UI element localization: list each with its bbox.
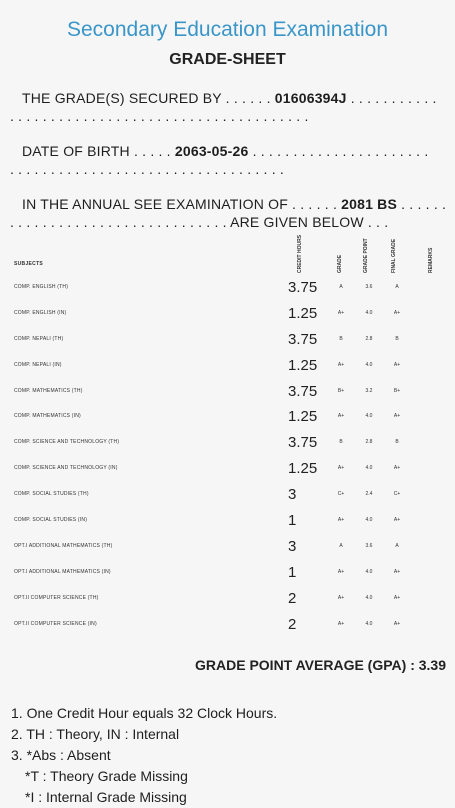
grade-point-cell: 2.8	[365, 439, 373, 446]
grade-point-cell: 2.8	[365, 335, 373, 342]
table-row	[0, 404, 455, 430]
grade-cell: A+	[337, 465, 345, 472]
secured-by-continuation: . . . . . . . . . . . . . . . . . . . . . . . . . . . . . . . . . . . . .	[10, 108, 309, 124]
final-grade-header: FINAL GRADE	[391, 238, 397, 273]
credit-hours-header: CREDIT HOURS	[297, 234, 303, 273]
grade-point-cell: 4.0	[365, 309, 373, 316]
table-row	[0, 430, 455, 456]
final-grade-cell: A+	[393, 361, 401, 368]
exam-prefix: IN THE ANNUAL SEE EXAMINATION OF . . . . . .	[22, 196, 338, 212]
symbol-number: 01606394J	[274, 90, 347, 106]
table-row	[0, 534, 455, 560]
table-row	[0, 508, 455, 534]
exam-suffix: . . . . . .	[401, 196, 447, 212]
final-grade-cell: A+	[393, 309, 401, 316]
credit-hours-cell: 3.75	[288, 279, 318, 296]
credit-hours-cell: 1.25	[288, 356, 318, 374]
final-grade-cell: A+	[393, 594, 401, 601]
subject-cell: COMP. MATHEMATICS (TH)	[14, 387, 83, 394]
subject-cell: COMP. MATHEMATICS (IN)	[14, 413, 81, 420]
note-item: 1. One Credit Hour equals 32 Clock Hours.	[11, 705, 278, 721]
grade-point-cell: 4.0	[365, 594, 373, 601]
grade-cell: C+	[337, 491, 345, 498]
grade-point-cell: 4.0	[365, 413, 373, 420]
table-row	[0, 612, 455, 638]
secured-by-statement	[10, 89, 450, 125]
table-row	[0, 560, 455, 586]
note-item: 2. TH : Theory, IN : Internal	[11, 726, 180, 742]
gpa-value: 3.39	[418, 657, 446, 673]
dob-continuation: . . . . . . . . . . . . . . . . . . . . . . . . . . . . . . . . . .	[10, 161, 285, 177]
final-grade-cell: A+	[393, 413, 401, 420]
grade-point-cell: 4.0	[365, 568, 373, 575]
subject-cell: COMP. NEPALI (TH)	[14, 335, 64, 342]
dob-suffix: . . . . . . . . . . . . . . . . . . . . . .	[252, 143, 429, 159]
grade-cell: A+	[337, 413, 345, 420]
table-row	[0, 379, 455, 405]
final-grade-cell: A+	[393, 620, 401, 627]
subject-cell: COMP. ENGLISH (IN)	[14, 309, 67, 316]
grade-point-cell: 4.0	[365, 361, 373, 368]
subject-cell: COMP. NEPALI (IN)	[14, 361, 62, 368]
dob-prefix: DATE OF BIRTH . . . . .	[22, 143, 171, 159]
grade-cell: A	[339, 542, 343, 549]
final-grade-cell: A+	[393, 465, 401, 472]
grade-sheet-heading: GRADE-SHEET	[169, 51, 286, 68]
subject-cell: COMP. SCIENCE AND TECHNOLOGY (IN)	[14, 465, 118, 472]
credit-hours-cell: 1.25	[288, 408, 318, 426]
credit-hours-cell: 3.75	[288, 434, 318, 452]
subject-cell: COMP. SOCIAL STUDIES (TH)	[14, 491, 89, 498]
grade-cell: B	[339, 439, 343, 446]
table-row	[0, 301, 455, 327]
credit-hours-cell: 3.75	[288, 382, 318, 400]
final-grade-cell: B	[395, 335, 399, 342]
exam-year: 2081 BS	[341, 196, 398, 212]
subject-cell: OPT.I ADDITIONAL MATHEMATICS (TH)	[14, 542, 113, 549]
credit-hours-cell: 1	[288, 512, 297, 530]
credit-hours-cell: 1.25	[288, 304, 318, 322]
table-header	[0, 234, 455, 279]
subject-cell: COMP. ENGLISH (TH)	[14, 284, 69, 290]
subject-cell: OPT.II COMPUTER SCIENCE (TH)	[14, 594, 99, 601]
credit-hours-cell: 3	[288, 486, 297, 504]
grade-cell: A+	[337, 568, 345, 575]
page-title: Secondary Education Examination	[66, 18, 389, 41]
final-grade-cell: C+	[393, 491, 401, 498]
grade-point-cell: 4.0	[365, 620, 373, 627]
gpa-line	[195, 657, 446, 673]
grade-cell: B	[339, 335, 343, 342]
subjects-header: SUBJECTS	[14, 261, 44, 267]
credit-hours-cell: 1.25	[288, 460, 318, 478]
note-item: 3. *Abs : Absent	[11, 747, 111, 763]
grade-point-cell: 3.6	[365, 542, 373, 549]
subject-cell: COMP. SOCIAL STUDIES (IN)	[14, 517, 88, 524]
notes-list	[11, 703, 451, 808]
grade-cell: A+	[337, 361, 345, 368]
subject-cell: OPT.I ADDITIONAL MATHEMATICS (IN)	[14, 568, 111, 575]
secured-by-suffix: . . . . . . . . . . .	[350, 90, 437, 106]
grade-point-cell: 2.4	[365, 491, 373, 498]
credit-hours-cell: 1	[288, 563, 297, 581]
subject-cell: COMP. SCIENCE AND TECHNOLOGY (TH)	[14, 439, 120, 446]
table-row	[0, 327, 455, 353]
grade-cell: A+	[337, 594, 345, 601]
final-grade-cell: A	[395, 284, 399, 290]
remarks-header: REMARKS	[428, 247, 434, 273]
table-row	[0, 586, 455, 612]
secured-by-prefix: THE GRADE(S) SECURED BY . . . . . .	[22, 90, 271, 106]
final-grade-cell: A	[395, 542, 399, 549]
subject-cell: OPT.II COMPUTER SCIENCE (IN)	[14, 620, 97, 627]
exam-statement	[10, 195, 450, 231]
table-row	[0, 456, 455, 482]
grade-cell: A	[339, 284, 343, 290]
grade-point-header: GRADE POINT	[363, 238, 369, 273]
gpa-label: GRADE POINT AVERAGE (GPA) :	[195, 657, 415, 673]
credit-hours-cell: 3.75	[288, 330, 318, 348]
grades-table-body	[0, 275, 455, 637]
date-of-birth: 2063-05-26	[174, 143, 249, 159]
credit-hours-cell: 2	[288, 615, 297, 633]
grade-cell: A+	[337, 620, 345, 627]
grade-cell: A+	[337, 517, 345, 524]
grade-point-cell: 3.2	[365, 387, 373, 394]
grade-cell: B+	[337, 387, 345, 394]
grade-point-cell: 4.0	[365, 517, 373, 524]
table-row	[0, 353, 455, 379]
note-item: *T : Theory Grade Missing	[25, 768, 188, 784]
exam-continuation: . . . . . . . . . . . . . . . . . . . . . . . . . . . ARE GIVEN BELOW . . .	[10, 214, 389, 230]
grade-header: GRADE	[337, 254, 343, 273]
final-grade-cell: B+	[393, 387, 401, 394]
final-grade-cell: B	[395, 439, 399, 446]
grade-point-cell: 3.6	[365, 284, 373, 290]
final-grade-cell: A+	[393, 517, 401, 524]
credit-hours-cell: 2	[288, 589, 297, 607]
grade-cell: A+	[337, 309, 345, 316]
credit-hours-cell: 3	[288, 537, 297, 555]
table-row	[0, 482, 455, 508]
date-of-birth-statement	[10, 142, 450, 178]
note-item: *I : Internal Grade Missing	[25, 789, 187, 805]
final-grade-cell: A+	[393, 568, 401, 575]
grade-point-cell: 4.0	[365, 465, 373, 472]
table-row	[0, 275, 455, 301]
